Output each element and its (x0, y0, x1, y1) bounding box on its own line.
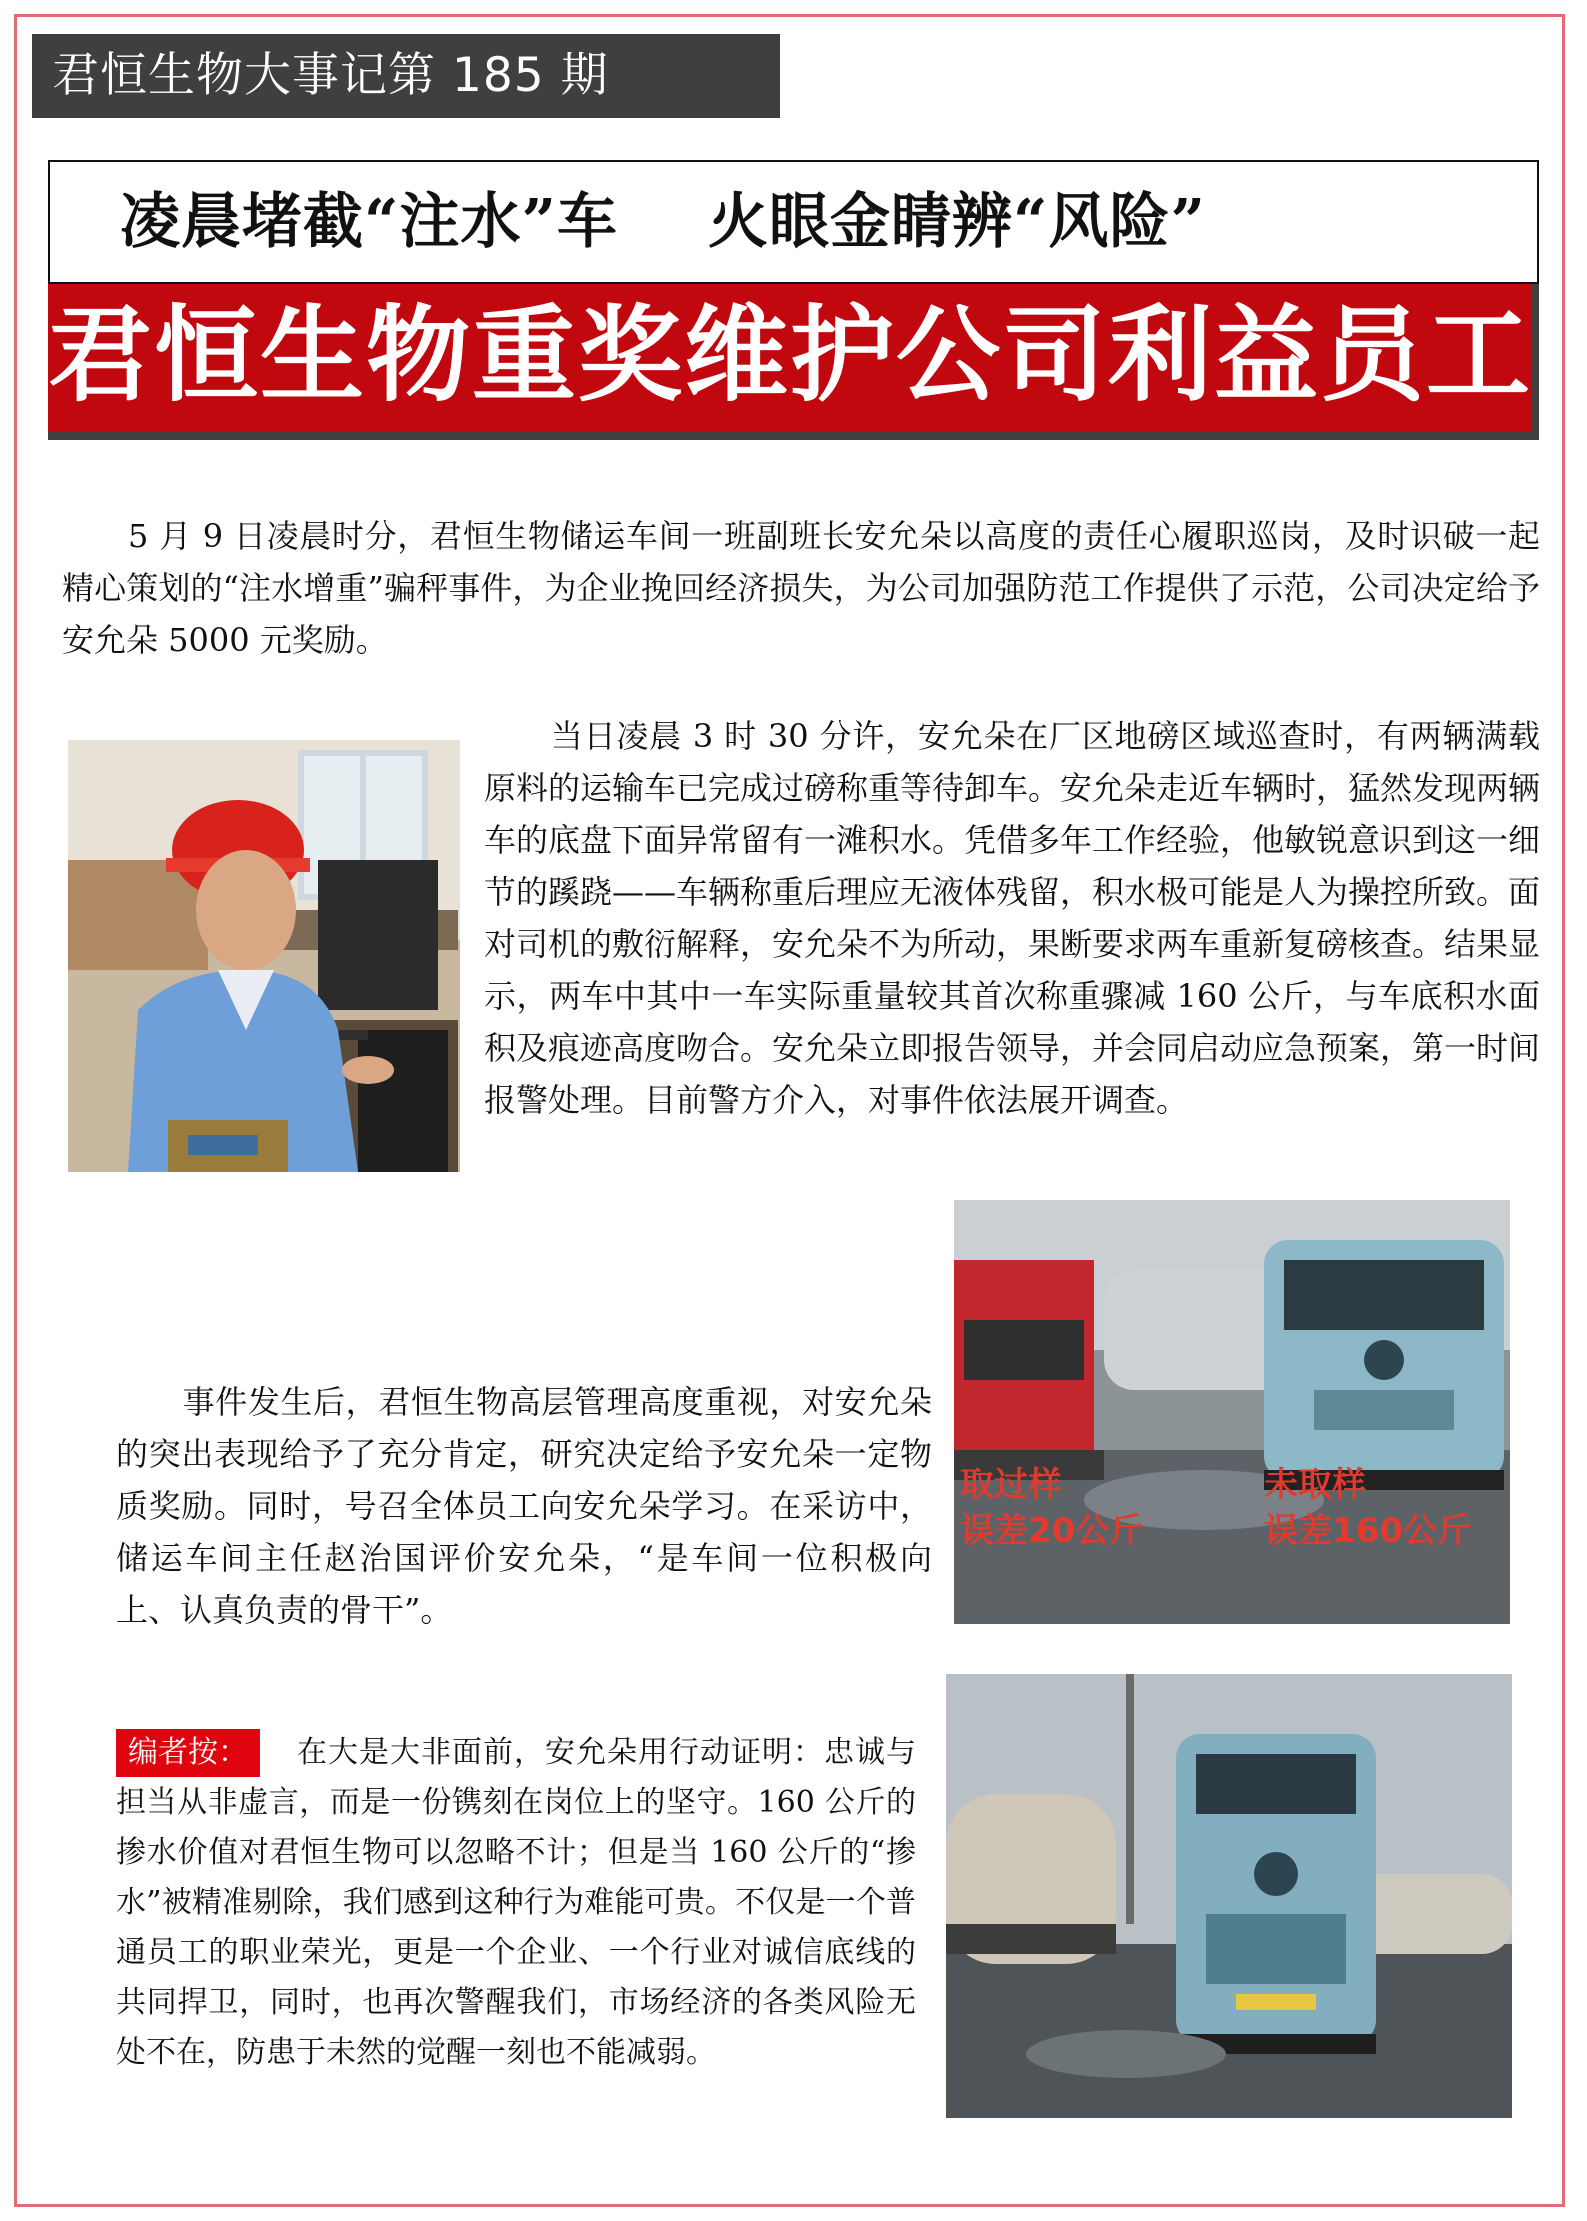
paragraph-3-text: 事件发生后，君恒生物高层管理高度重视，对安允朵的突出表现给予了充分肯定，研究决定给予安允朵一定物质奖励。同时，号召全体员工向安允朵学习。在采访中，储运车间主任赵治国评价安允朵，“是车间一位积极向上、认真负责的骨干”。 (116, 1383, 932, 1629)
trucks-caption-left (960, 1462, 1143, 1554)
paragraph-3 (116, 1376, 932, 1636)
subtitle-box (48, 160, 1539, 284)
subtitle-part-2: 火眼金睛辨“风险” (708, 187, 1207, 257)
editor-note (116, 1728, 916, 2078)
trucks-caption-right-line-1: 未取样 (1264, 1465, 1366, 1505)
photo-trucks-image (954, 1200, 1510, 1624)
editor-note-text: 在大是大非面前，安允朵用行动证明：忠诚与担当从非虚言，而是一份镌刻在岗位上的坚守。160 公斤的掺水价值对君恒生物可以忽略不计；但是当 160 公斤的“掺水”被精准剔除，我们感到这种行为难能可贵。不仅是一个普通员工的职业荣光，更是一个企业、一个行业对诚信底线的共同捍卫，同时，也再次警醒我们，市场经济的各类风险无处不在，防患于未然的觉醒一刻也不能减弱。 (116, 1735, 916, 2070)
photo-worker-image (68, 740, 460, 1172)
photo-truck-2-image (946, 1674, 1512, 2118)
trucks-caption-right (1264, 1462, 1471, 1554)
issue-label: 君恒生物大事记第 185 期 (32, 34, 780, 118)
trucks-caption-left-line-1: 取过样 (960, 1465, 1062, 1505)
subtitle-part-1: 凌晨堵截“注水”车 (120, 187, 619, 257)
paragraph-1-text: 5 月 9 日凌晨时分，君恒生物储运车间一班副班长安允朵以高度的责任心履职巡岗，及时识破一起精心策划的“注水增重”骗秤事件，为企业挽回经济损失，为公司加强防范工作提供了示范，公司决定给予安允朵 5000 元奖励。 (62, 517, 1540, 659)
paragraph-2-text: 当日凌晨 3 时 30 分许，安允朵在厂区地磅区域巡查时，有两辆满载原料的运输车已完成过磅称重等待卸车。安允朵走近车辆时，猛然发现两辆车的底盘下面异常留有一滩积水。凭借多年工作经验，他敏锐意识到这一细节的蹊跷——车辆称重后理应无液体残留，积水极可能是人为操控所致。面对司机的敷衍解释，安允朵不为所动，果断要求两车重新复磅核查。结果显示，两车中其中一车实际重量较其首次称重骤减 160 公斤，与车底积水面积及痕迹高度吻合。安允朵立即报告领导，并会同启动应急预案，第一时间报警处理。目前警方介入，对事件依法展开调查。 (484, 717, 1541, 1119)
trucks-caption-left-line-2: 误差20公斤 (960, 1511, 1144, 1551)
paragraph-2 (484, 710, 1540, 1126)
photo-worker (68, 740, 460, 1172)
subtitle (120, 162, 1206, 282)
trucks-caption-right-line-2: 误差160公斤 (1264, 1511, 1471, 1551)
photo-trucks (954, 1200, 1510, 1624)
editor-note-label: 编者按： (116, 1729, 260, 1777)
headline: 君恒生物重奖维护公司利益员工 (48, 284, 1539, 440)
paragraph-1 (62, 510, 1540, 666)
photo-truck-2 (946, 1674, 1512, 2118)
